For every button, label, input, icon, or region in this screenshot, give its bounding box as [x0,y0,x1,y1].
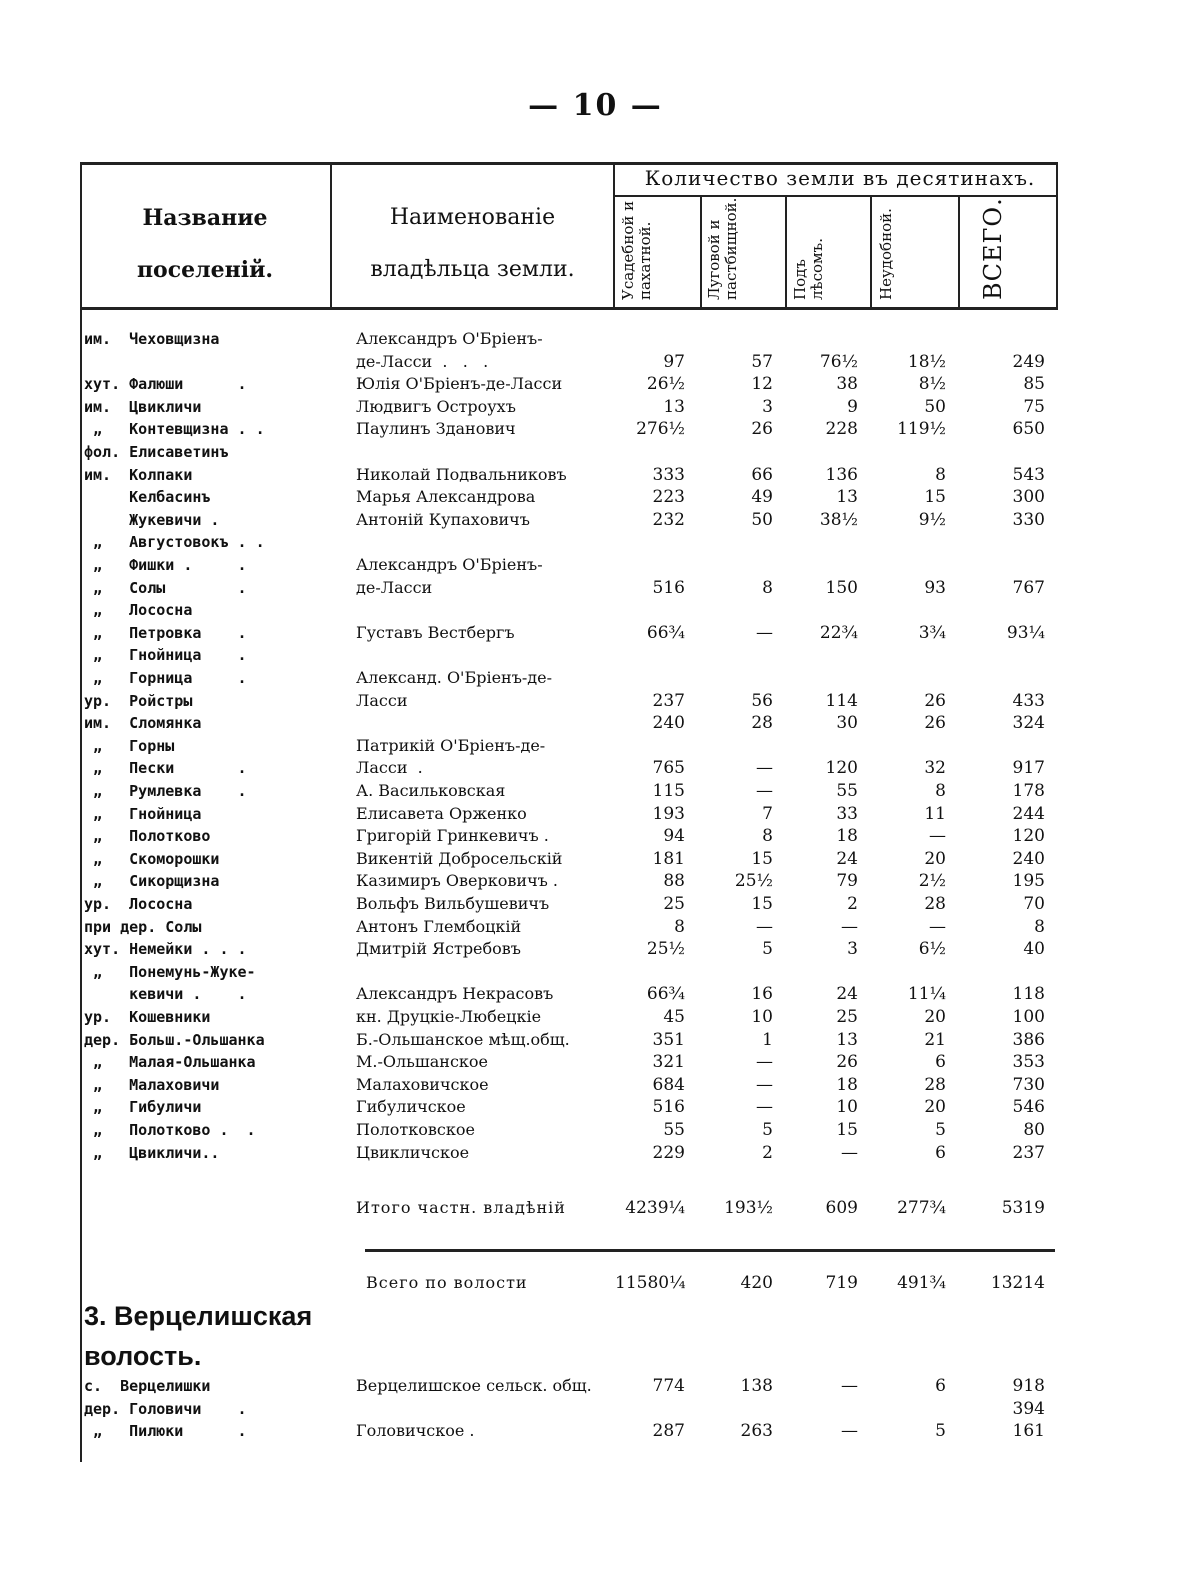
quantity-cell: 765 [652,758,685,779]
owner-cell: Ласси [356,690,408,710]
quantity-cell: 118 [1012,984,1045,1005]
table-row [0,1006,1191,1028]
total-label: Всего по волости [366,1273,528,1292]
quantity-cell: 28 [924,894,946,914]
quantity-cell: 79 [836,871,858,892]
quantity-cell: 9½ [918,509,946,530]
quantity-cell: 10 [836,1097,858,1118]
quantity-cell: — [929,826,946,847]
owner-cell: Вольфъ Вильбушевичъ [356,894,550,913]
table-row [0,328,1191,350]
subtotal-cell: 193½ [724,1198,773,1218]
quantity-cell: 223 [652,487,685,508]
settlement-cell: Келбасинъ [84,488,211,507]
quantity-cell: 21 [924,1029,946,1050]
owner-cell: кн. Друцкіе-Любецкіе [356,1007,542,1026]
quantity-cell: 75 [1023,396,1045,417]
quantity-cell: 546 [1012,1097,1045,1118]
total-row [0,1272,1191,1294]
quantity-cell: 386 [1012,1029,1045,1050]
section-title: 3. Верцелишская волость. [84,1301,313,1371]
quantity-cell: 30 [836,713,858,734]
col-divider-5 [870,197,872,310]
quantity-cell: 650 [1012,419,1045,440]
settlement-cell: ур. Ройстры [84,691,193,710]
header-sub-unusable: Неудобной. [877,208,895,300]
quantity-cell: 28 [924,1074,946,1095]
header-sub-arable: Усадебной и пахатной. [619,200,654,300]
table-row [0,667,1191,689]
quantity-cell: 24 [836,984,858,1005]
quantity-cell: 28 [751,713,773,734]
quantity-cell: 5 [935,1421,946,1442]
quantity-cell: 351 [652,1029,685,1050]
quantity-cell: 7 [762,803,773,824]
settlement-cell: кевичи . . [84,985,247,1004]
quantity-cell: 5 [935,1120,946,1140]
header-sub-meadow: Луговой и пастбищной. [705,197,740,300]
quantity-cell: 18 [836,1074,858,1095]
owner-cell: Верцелишское сельск. общ. [356,1376,592,1395]
quantity-cell: 40 [1023,939,1045,960]
subtotal-row [0,1197,1191,1219]
quantity-cell: 80 [1023,1120,1045,1140]
table-row [0,938,1191,960]
table-row [0,1119,1191,1141]
quantity-cell: 25½ [646,939,685,960]
settlement-cell: дер. Больш.-Ольшанка [84,1030,265,1049]
quantity-cell: 32 [924,758,946,779]
quantity-cell: 100 [1012,1007,1045,1027]
settlement-cell: „ Цвикличи.. [84,1143,220,1162]
owner-cell: Николай Подвальниковъ [356,464,567,484]
settlement-cell: „ Горница . [84,669,247,687]
quantity-cell: 249 [1012,351,1045,372]
quantity-cell: 15 [751,894,773,914]
quantity-cell: — [841,1142,858,1163]
quantity-cell: 8 [762,826,773,847]
total-cell: 719 [825,1273,858,1293]
owner-cell: Юлія О'Бріенъ-де-Ласси [356,374,563,394]
col-divider-1 [330,162,332,310]
quantity-cell: 120 [1012,826,1045,847]
settlement-cell: фол. Елисаветинъ [84,443,229,461]
quantity-cell: 25 [836,1007,858,1027]
quantity-cell: 276½ [636,419,685,440]
quantity-cell: — [929,916,946,937]
quantity-cell: 8 [1034,916,1045,937]
quantity-cell: 918 [1012,1376,1045,1396]
table-row [0,577,1191,599]
table-row [0,1074,1191,1096]
table-row [0,464,1191,486]
table-row [0,1420,1191,1442]
quantity-cell: 195 [1012,871,1045,892]
quantity-cell: 8 [762,577,773,598]
quantity-cell: 6 [935,1142,946,1163]
quantity-cell: 333 [652,464,685,485]
quantity-cell: — [756,1074,773,1095]
owner-cell: Александръ Некрасовъ [356,984,554,1004]
quantity-cell: 730 [1012,1074,1045,1095]
quantity-cell: 516 [652,577,685,598]
settlement-cell: „ Полотково [84,827,211,846]
quantity-cell: 232 [652,509,685,530]
owner-cell: А. Васильковская [356,781,506,800]
quantity-cell: — [756,916,773,937]
owner-cell: Дмитрій Ястребовъ [356,939,521,959]
quantity-cell: 93¼ [1006,622,1045,643]
quantity-cell: 20 [924,1007,946,1027]
quantity-cell: 24 [836,848,858,869]
settlement-cell: Жукевичи . [84,510,220,529]
subtotal-label: Итого частн. владѣній [356,1198,566,1217]
quantity-cell: 6 [935,1052,946,1073]
quantity-cell: 150 [825,577,858,598]
quantity-cell: 25 [663,894,685,914]
quantity-cell: 8½ [918,374,946,395]
quantity-cell: 11 [924,803,946,824]
owner-cell: Казимиръ Оверковичъ . [356,871,558,891]
col-divider-2 [613,162,615,310]
settlement-cell: ур. Лососна [84,895,193,913]
quantity-cell: 8 [935,781,946,801]
quantity-cell: 10 [751,1007,773,1027]
quantity-cell: 2½ [918,871,946,892]
total-cell: 420 [740,1273,773,1293]
quantity-cell: 93 [924,577,946,598]
quantity-cell: 15 [836,1120,858,1140]
settlement-cell: „ Пилюки . [84,1422,247,1441]
table-row [0,509,1191,531]
quantity-cell: 18½ [907,351,946,372]
subtotal-cell: 277¾ [897,1198,946,1218]
table-row [0,418,1191,440]
subtotal-cell: 609 [825,1198,858,1218]
owner-cell: Патрикій О'Бріенъ-де- [356,735,546,755]
owner-cell: Александръ О'Бріенъ- [356,329,543,348]
settlement-cell: „ Петровка . [84,623,247,642]
quantity-cell: 543 [1012,464,1045,485]
quantity-cell: 300 [1012,487,1045,508]
quantity-cell: 917 [1012,758,1045,779]
quantity-cell: 45 [663,1007,685,1027]
settlement-cell: ур. Кошевники [84,1008,211,1026]
quantity-cell: 240 [1012,848,1045,869]
quantity-cell: 26½ [646,374,685,395]
settlement-cell: „ Августовокъ . . [84,533,265,552]
total-rule [365,1249,1055,1252]
table-row [0,803,1191,825]
table-row [0,1398,1191,1420]
owner-cell: М.-Ольшанское [356,1052,489,1072]
quantity-cell: 330 [1012,509,1045,530]
table-row [0,780,1191,802]
quantity-cell: 193 [652,803,685,824]
settlement-cell: „ Малаховичи [84,1075,220,1094]
settlement-cell: „ Горны [84,736,175,755]
quantity-cell: 394 [1012,1398,1045,1419]
quantity-cell: — [841,1421,858,1442]
col-divider-4 [785,197,787,310]
table-row [0,1029,1191,1051]
owner-cell: де-Ласси [356,577,433,597]
quantity-cell: — [756,622,773,643]
settlement-cell: при дер. Солы [84,917,202,936]
quantity-cell: 57 [751,351,773,372]
settlement-cell: им. Колпаки [84,465,193,484]
quantity-cell: 55 [836,781,858,801]
quantity-cell: 8 [674,916,685,937]
quantity-cell: 26 [924,713,946,734]
table-row [0,983,1191,1005]
quantity-cell: 15 [924,487,946,508]
total-cell: 11580¼ [615,1273,686,1293]
quantity-cell: 26 [836,1052,858,1073]
quantity-cell: 88 [663,871,685,892]
quantity-cell: 240 [652,713,685,734]
header-sub-forest: Подъ лѣсомъ. [791,238,826,300]
table-row [0,554,1191,576]
quantity-cell: 321 [652,1052,685,1073]
subtotal-cell: 5319 [1001,1198,1045,1218]
table-row [0,916,1191,938]
table-row [0,599,1191,621]
quantity-cell: — [841,916,858,937]
quantity-cell: 26 [924,690,946,711]
quantity-cell: 20 [924,1097,946,1118]
quantity-cell: 56 [751,690,773,711]
owner-cell: Антонъ Глембоцкій [356,916,522,936]
quantity-cell: 8 [935,464,946,485]
quantity-cell: 178 [1012,781,1045,801]
settlement-cell: хут. Фалюши . [84,375,247,394]
quantity-cell: 2 [847,894,858,914]
table-row [0,486,1191,508]
quantity-cell: 516 [652,1097,685,1118]
quantity-cell: 55 [663,1120,685,1140]
quantity-cell: 324 [1012,713,1045,734]
header-bottom-rule [80,307,1058,310]
table-row [0,396,1191,418]
quantity-cell: 9 [847,396,858,417]
quantity-cell: 22¾ [819,622,858,643]
owner-cell: Антоній Купаховичъ [356,509,530,529]
quantity-cell: 12 [751,374,773,395]
quantity-cell: — [756,1097,773,1118]
table-row [0,1096,1191,1118]
settlement-cell: „ Гибуличи [84,1098,202,1117]
header-sub-total: ВСЕГО. [979,197,1007,300]
quantity-cell: 2 [762,1142,773,1163]
owner-cell: Григорій Гринкевичъ . [356,826,549,846]
owner-cell: Паулинъ Зданович [356,419,516,439]
header-owner: Наименованіе владѣльца земли. [370,205,575,282]
owner-cell: Викентій Добросельскій [356,848,563,868]
quantity-cell: 244 [1012,803,1045,824]
owner-cell: Александръ О'Бріенъ- [356,555,543,574]
table-row [0,531,1191,553]
quantity-cell: 13 [836,1029,858,1050]
quantity-cell: 26 [751,419,773,440]
table-row [0,961,1191,983]
table-row [0,1051,1191,1073]
quantity-cell: 70 [1023,894,1045,914]
quantity-cell: 115 [652,781,685,801]
quantity-cell: 50 [924,396,946,417]
quantity-cell: 136 [825,464,858,485]
table-row [0,351,1191,373]
owner-cell: Людвигъ Остроухъ [356,396,516,416]
settlement-cell: „ Контевщизна . . [84,420,265,439]
owner-cell: де-Ласси . . . [356,351,489,371]
quantity-cell: 767 [1012,577,1045,598]
settlement-cell: „ Гнойница . [84,646,247,665]
quantity-cell: 774 [652,1376,685,1396]
quantity-cell: — [841,1376,858,1396]
quantity-cell: 97 [663,351,685,372]
settlement-cell: „ Скоморошки [84,849,220,868]
table-row [0,825,1191,847]
quantity-cell: 1 [762,1029,773,1050]
table-row [0,1142,1191,1164]
owner-cell: Б.-Ольшанское мѣщ.общ. [356,1029,570,1049]
settlement-cell: дер. Головичи . [84,1399,247,1418]
quantity-cell: 11¼ [907,984,946,1005]
owner-cell: Малаховичское [356,1074,489,1094]
settlement-cell: „ Гнойница [84,804,202,823]
quantity-cell: 66¾ [646,984,685,1005]
quantity-cell: 120 [825,758,858,779]
table-row [0,757,1191,779]
owner-cell: Ласси . [356,758,423,778]
quantity-cell: 66 [751,464,773,485]
header-quantity-title: Количество земли въ десятинахъ. [644,166,1036,190]
quantity-cell: 3 [762,396,773,417]
settlement-cell: „ Пески . [84,759,247,778]
table-row [0,1375,1191,1397]
owner-cell: Гибуличское [356,1097,466,1117]
table-row [0,848,1191,870]
quantity-cell: 5 [762,1120,773,1140]
col-divider-6 [958,197,960,310]
total-cell: 13214 [990,1273,1045,1293]
quantity-cell: 50 [751,509,773,530]
quantity-cell: 181 [652,848,685,869]
settlement-cell: „ Сикорщизна [84,872,220,891]
quantity-cell: 85 [1023,374,1045,395]
quantity-cell: — [756,1052,773,1073]
table-row [0,870,1191,892]
quantity-cell: 237 [1012,1142,1045,1163]
quantity-cell: 94 [663,826,685,847]
quantity-cell: 287 [652,1421,685,1442]
settlement-cell: хут. Немейки . . . [84,940,247,959]
quantity-cell: 6½ [918,939,946,960]
table-row [0,373,1191,395]
quantity-cell: 161 [1012,1421,1045,1442]
table-row [0,441,1191,463]
quantity-cell: 684 [652,1074,685,1095]
owner-cell: Полотковское [356,1120,475,1139]
subtotal-cell: 4239¼ [625,1198,685,1218]
owner-cell: Головичское . [356,1421,475,1441]
table-row [0,690,1191,712]
settlement-cell: „ Лососна [84,601,193,620]
col-divider-3 [700,197,702,310]
settlement-cell: им. Сломянка [84,714,202,733]
quantity-cell: 18 [836,826,858,847]
quantity-cell: — [756,758,773,779]
owner-cell: Цвикличское [356,1142,470,1162]
settlement-cell: „ Малая-Ольшанка [84,1053,256,1072]
quantity-cell: 6 [935,1376,946,1396]
owner-cell: Елисавета Орженко [356,803,527,823]
owner-cell: Александ. О'Бріенъ-де- [356,668,553,687]
settlement-cell: с. Верцелишки [84,1377,211,1395]
quantity-cell: 119½ [897,419,946,440]
settlement-cell: им. Цвикличи [84,397,202,416]
settlement-cell: „ Полотково . . [84,1121,256,1139]
page-number: — 10 — [528,88,663,123]
table-row [0,622,1191,644]
header-settlement: Название поселеній. [136,205,274,283]
table-row [0,735,1191,757]
quantity-cell: 228 [825,419,858,440]
quantity-cell: 49 [751,487,773,508]
quantity-cell: 433 [1012,690,1045,711]
quantity-cell: 25½ [734,871,773,892]
quantity-cell: — [756,781,773,801]
table-row [0,644,1191,666]
quantity-cell: 263 [740,1421,773,1442]
quantity-cell: 13 [836,487,858,508]
owner-cell: Густавъ Вестбергъ [356,622,515,642]
quantity-cell: 3 [847,939,858,960]
quantity-cell: 229 [652,1142,685,1163]
settlement-cell: „ Понемунь-Жуке- [84,962,256,981]
table-top-rule [80,162,1058,165]
quantity-cell: 76½ [819,351,858,372]
quantity-cell: 33 [836,803,858,824]
settlement-cell: „ Фишки . . [84,556,247,574]
quantity-cell: 353 [1012,1052,1045,1073]
settlement-cell: „ Румлевка . [84,782,247,800]
quantity-cell: 5 [762,939,773,960]
quantity-cell: 38½ [819,509,858,530]
table-row [0,712,1191,734]
quantity-cell: 138 [740,1376,773,1396]
settlement-cell: им. Чеховщизна [84,330,220,348]
quantity-cell: 66¾ [646,622,685,643]
quantity-cell: 38 [836,374,858,395]
total-cell: 491¾ [897,1273,946,1293]
settlement-cell: „ Солы . [84,578,247,597]
table-row [0,893,1191,915]
quantity-cell: 13 [663,396,685,417]
owner-cell: Марья Александрова [356,487,536,507]
quantity-cell: 237 [652,690,685,711]
quantity-cell: 20 [924,848,946,869]
quantity-cell: 114 [825,690,858,711]
quantity-cell: 16 [751,984,773,1005]
quantity-cell: 15 [751,848,773,869]
quantity-cell: 3¾ [918,622,946,643]
